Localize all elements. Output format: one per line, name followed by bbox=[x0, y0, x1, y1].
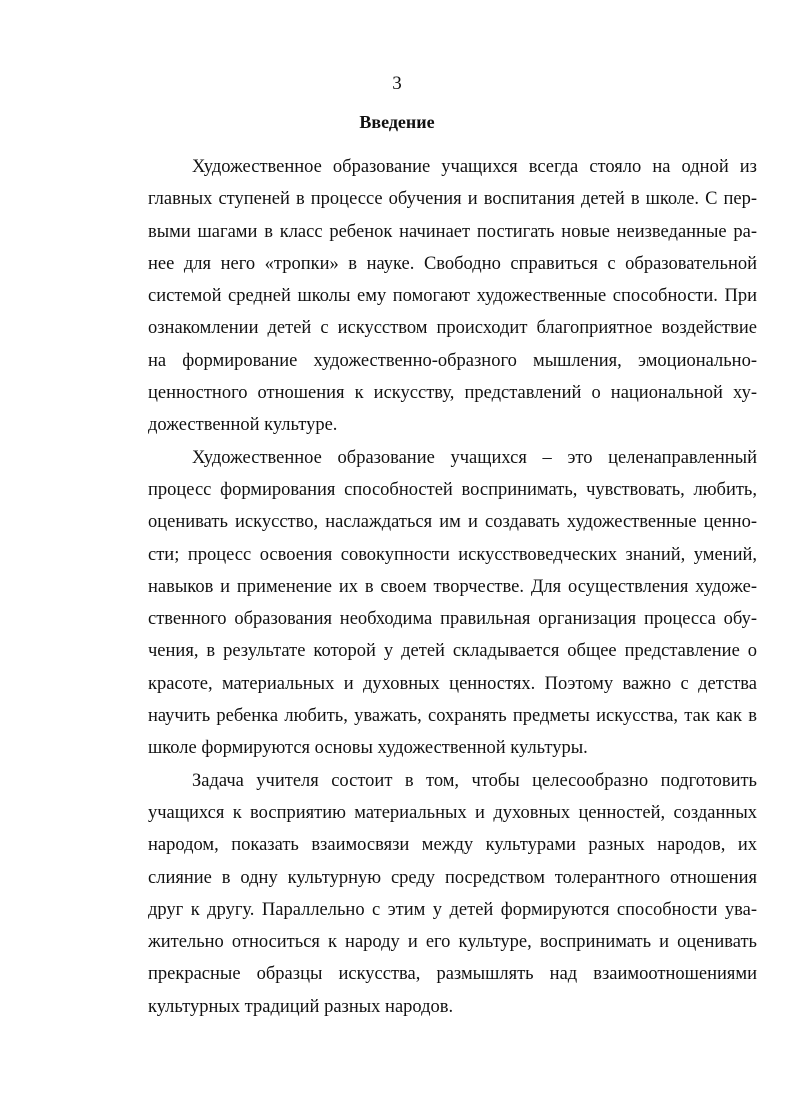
text-line: чения, в результате которой у детей складывается общее представление о bbox=[148, 641, 757, 662]
text-line: прекрасные образцы искусства, размышлять над взаимоотношениями bbox=[148, 964, 757, 985]
text-line: дожественной культуре. bbox=[148, 415, 338, 436]
text-line: Художественное образование учащихся – это целенаправленный bbox=[192, 447, 757, 468]
text-line: выми шагами в класс ребенок начинает постигать новые неизведанные ра- bbox=[148, 221, 757, 242]
text-line: культурных традиций разных народов. bbox=[148, 996, 454, 1017]
text-line: учащихся к восприятию материальных и духовных ценностей, созданных bbox=[148, 802, 757, 823]
text-line: красоте, материальных и духовных ценностях. Поэтому важно с детства bbox=[148, 673, 757, 694]
text-line: научить ребенка любить, уважать, сохранять предметы искусства, так как в bbox=[148, 706, 757, 727]
text-line: навыков и применение их в своем творчестве. Для осуществления художе- bbox=[148, 576, 757, 597]
text-line: друг к другу. Параллельно с этим у детей формируются способности ува- bbox=[148, 899, 757, 920]
text-line: оценивать искусство, наслаждаться им и создавать художественные ценно- bbox=[148, 512, 757, 533]
section-heading: Введение bbox=[359, 112, 435, 132]
text-line: Задача учителя состоит в том, чтобы целесообразно подготовить bbox=[192, 770, 757, 791]
text-line: на формирование художественно-образного мышления, эмоционально- bbox=[148, 350, 757, 371]
text-line: жительно относиться к народу и его культуре, воспринимать и оценивать bbox=[148, 932, 757, 953]
text-line: нее для него «тропки» в науке. Свободно справиться с образовательной bbox=[148, 253, 757, 274]
text-line: ознакомлении детей с искусством происходит благоприятное воздействие bbox=[148, 318, 757, 339]
paragraph-1 bbox=[148, 151, 757, 442]
text-line: слияние в одну культурную среду посредством толерантного отношения bbox=[148, 867, 757, 888]
text-line: ценностного отношения к искусству, представлений о национальной ху- bbox=[148, 383, 757, 404]
paragraph-2 bbox=[148, 442, 757, 765]
text-line: системой средней школы ему помогают художественные способности. При bbox=[148, 286, 757, 307]
text-line: ственного образования необходима правильная организация процесса обу- bbox=[148, 609, 757, 630]
text-line: процесс формирования способностей воспринимать, чувствовать, любить, bbox=[148, 479, 757, 500]
page-number: 3 bbox=[392, 73, 402, 94]
text-line: главных ступеней в процессе обучения и воспитания детей в школе. С пер- bbox=[148, 189, 757, 210]
text-line: Художественное образование учащихся всегда стояло на одной из bbox=[192, 157, 757, 177]
text-line: народом, показать взаимосвязи между культурами разных народов, их bbox=[148, 835, 757, 856]
text-line: школе формируются основы художественной культуры. bbox=[148, 738, 588, 759]
text-line: сти; процесс освоения совокупности искусствоведческих знаний, умений, bbox=[148, 544, 757, 565]
paragraph-3 bbox=[148, 765, 757, 1023]
body-text bbox=[148, 151, 757, 1023]
